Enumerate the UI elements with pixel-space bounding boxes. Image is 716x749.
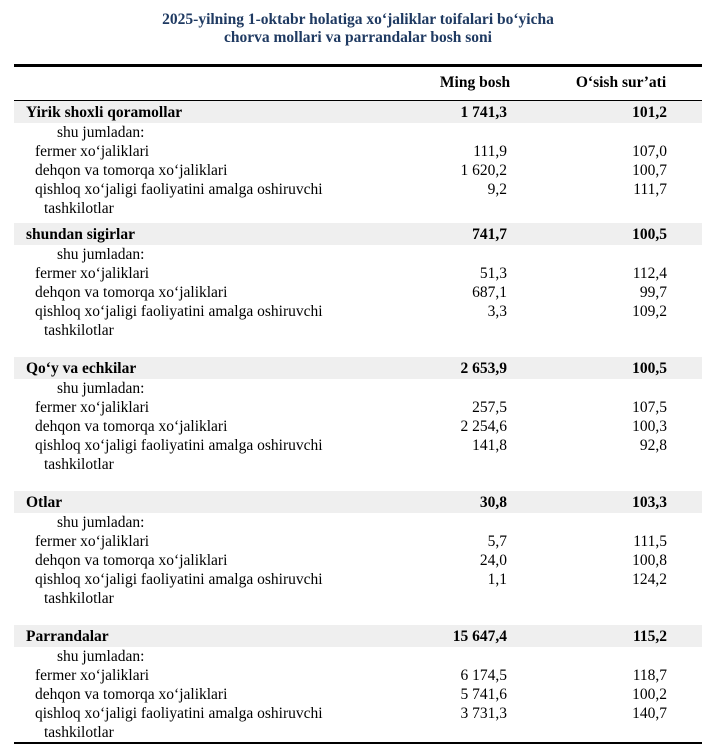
detail-value: 141,8 (472, 437, 507, 454)
category-value: 741,7 (410, 223, 540, 245)
empty-cell (540, 379, 702, 398)
category-growth: 100,5 (540, 223, 702, 245)
detail-row-qishloq (14, 570, 702, 608)
detail-value: 1,1 (487, 571, 507, 588)
empty-cell (410, 379, 540, 398)
section-cattle (14, 101, 702, 224)
sub-heading-row (14, 123, 702, 142)
detail-label-line2: tashkilotlar (44, 200, 114, 217)
detail-growth: 100,8 (632, 552, 667, 569)
detail-label: dehqon va tomorqa xoʻjaliklari (35, 284, 228, 301)
detail-label: fermer xoʻjaliklari (35, 143, 150, 160)
detail-value: 24,0 (479, 552, 507, 569)
section-sheep-goats (14, 357, 702, 491)
detail-value: 3,3 (487, 303, 507, 320)
detail-growth: 111,5 (633, 533, 667, 550)
category-row (14, 625, 702, 647)
empty-cell (540, 123, 702, 142)
detail-row-dehqon (14, 685, 702, 704)
detail-row-qishloq (14, 436, 702, 474)
category-growth: 115,2 (540, 625, 702, 647)
header-empty-cell (14, 66, 410, 101)
category-label: Parrandalar (14, 625, 410, 647)
detail-label (14, 704, 410, 743)
detail-row-dehqon (14, 283, 702, 302)
detail-label: dehqon va tomorqa xoʻjaliklari (35, 686, 228, 703)
empty-cell (540, 245, 702, 264)
detail-growth: 100,3 (632, 418, 667, 435)
category-growth: 100,5 (540, 357, 702, 379)
detail-value: 9,2 (487, 181, 507, 198)
category-row (14, 101, 702, 124)
detail-row-fermer (14, 264, 702, 283)
detail-label-line1: qishloq xoʻjaligi faoliyatini amalga oshiruvchi (35, 437, 323, 454)
sub-heading-row (14, 245, 702, 264)
detail-label-line1: qishloq xoʻjaligi faoliyatini amalga oshiruvchi (35, 303, 323, 320)
category-growth: 103,3 (540, 491, 702, 513)
empty-cell (540, 513, 702, 532)
category-value: 2 653,9 (410, 357, 540, 379)
sub-heading-row (14, 647, 702, 666)
detail-value: 51,3 (479, 265, 507, 282)
detail-row-fermer (14, 142, 702, 161)
detail-row-fermer (14, 532, 702, 551)
detail-value: 1 620,2 (460, 162, 507, 179)
detail-label-line2: tashkilotlar (44, 322, 114, 339)
report-title-line2: chorva mollari va parrandalar bosh soni (224, 29, 492, 46)
section-spacer (14, 474, 702, 491)
header-ming-bosh: Ming bosh (410, 66, 540, 101)
detail-label: fermer xoʻjaliklari (35, 533, 150, 550)
header-osish-surati: Oʻsish sur’ati (540, 66, 702, 101)
category-row (14, 223, 702, 245)
detail-value: 5 741,6 (460, 686, 507, 703)
detail-row-qishloq (14, 302, 702, 340)
detail-label (14, 570, 410, 608)
detail-row-dehqon (14, 551, 702, 570)
detail-row-qishloq (14, 704, 702, 743)
category-value: 1 741,3 (410, 101, 540, 124)
category-value: 30,8 (410, 491, 540, 513)
table-header (14, 66, 702, 101)
detail-growth: 124,2 (632, 571, 667, 588)
detail-row-fermer (14, 398, 702, 417)
detail-label (14, 302, 410, 340)
category-value: 15 647,4 (410, 625, 540, 647)
detail-value: 111,9 (473, 143, 507, 160)
sub-heading-label: shu jumladan: (57, 246, 145, 263)
detail-growth: 92,8 (639, 437, 667, 454)
detail-growth: 112,4 (632, 265, 667, 282)
category-label: shundan sigirlar (14, 223, 410, 245)
detail-row-qishloq (14, 180, 702, 218)
section-cows (14, 223, 702, 357)
sub-heading-row (14, 379, 702, 398)
sub-heading-label: shu jumladan: (57, 380, 145, 397)
detail-growth: 99,7 (639, 284, 667, 301)
category-row (14, 491, 702, 513)
category-label: Qoʻy va echkilar (14, 357, 410, 379)
detail-growth: 109,2 (632, 303, 667, 320)
detail-value: 257,5 (472, 399, 507, 416)
detail-label: fermer xoʻjaliklari (35, 667, 150, 684)
detail-growth: 118,7 (632, 667, 667, 684)
detail-value: 2 254,6 (460, 418, 507, 435)
detail-label: dehqon va tomorqa xoʻjaliklari (35, 418, 228, 435)
detail-value: 687,1 (472, 284, 507, 301)
spacer-cell (14, 608, 702, 625)
detail-label: fermer xoʻjaliklari (35, 265, 150, 282)
detail-value: 3 731,3 (460, 705, 507, 722)
section-spacer (14, 340, 702, 357)
detail-value: 5,7 (487, 533, 507, 550)
detail-label-line1: qishloq xoʻjaligi faoliyatini amalga oshiruvchi (35, 181, 323, 198)
spacer-cell (14, 474, 702, 491)
detail-row-fermer (14, 666, 702, 685)
category-row (14, 357, 702, 379)
detail-row-dehqon (14, 161, 702, 180)
detail-label-line2: tashkilotlar (44, 724, 114, 741)
detail-label: dehqon va tomorqa xoʻjaliklari (35, 162, 228, 179)
empty-cell (410, 245, 540, 264)
category-label: Yirik shoxli qoramollar (14, 101, 410, 124)
sub-heading-label: shu jumladan: (57, 124, 145, 141)
detail-label-line2: tashkilotlar (44, 590, 114, 607)
spacer-cell (14, 340, 702, 357)
detail-label: dehqon va tomorqa xoʻjaliklari (35, 552, 228, 569)
section-horses (14, 491, 702, 625)
detail-growth: 107,0 (632, 143, 667, 160)
detail-growth: 100,7 (632, 162, 667, 179)
report-title-line1: 2025-yilning 1-oktabr holatiga xoʻjaliklar toifalari boʻyicha (162, 11, 554, 28)
detail-growth: 140,7 (632, 705, 667, 722)
detail-label (14, 180, 410, 218)
empty-cell (410, 513, 540, 532)
detail-growth: 107,5 (632, 399, 667, 416)
detail-label: fermer xoʻjaliklari (35, 399, 150, 416)
detail-value: 6 174,5 (460, 667, 507, 684)
detail-label (14, 436, 410, 474)
section-spacer (14, 608, 702, 625)
detail-label-line1: qishloq xoʻjaligi faoliyatini amalga oshiruvchi (35, 571, 323, 588)
detail-label-line1: qishloq xoʻjaligi faoliyatini amalga oshiruvchi (35, 705, 323, 722)
section-poultry (14, 625, 702, 743)
empty-cell (540, 647, 702, 666)
detail-growth: 111,7 (633, 181, 667, 198)
livestock-table (14, 64, 702, 744)
header-row (14, 66, 702, 101)
empty-cell (410, 123, 540, 142)
empty-cell (410, 647, 540, 666)
report-title (0, 0, 716, 47)
sub-heading-row (14, 513, 702, 532)
category-growth: 101,2 (540, 101, 702, 124)
sub-heading-label: shu jumladan: (57, 514, 145, 531)
detail-growth: 100,2 (632, 686, 667, 703)
category-label: Otlar (14, 491, 410, 513)
detail-row-dehqon (14, 417, 702, 436)
detail-label-line2: tashkilotlar (44, 456, 114, 473)
sub-heading-label: shu jumladan: (57, 648, 145, 665)
